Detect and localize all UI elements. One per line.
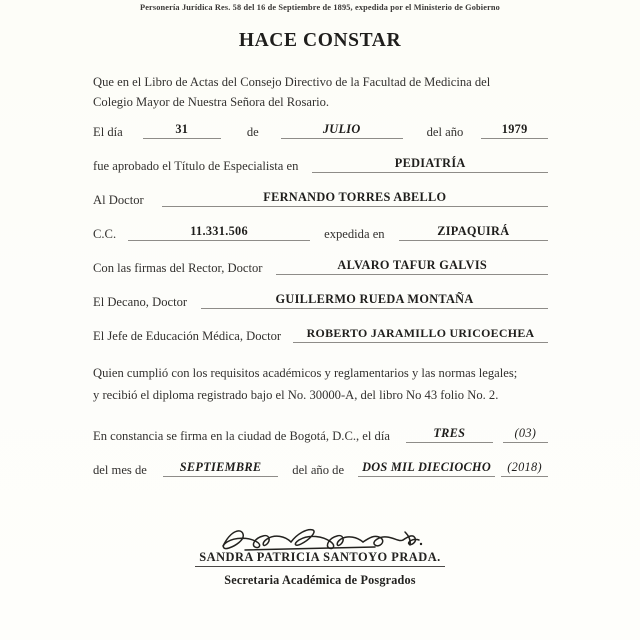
specialty-row [93,155,548,173]
closing-line-1: Quien cumplió con los requisitos académicos y reglamentarios y las normas legales; [93,366,518,380]
id-issued-field[interactable]: ZIPAQUIRÁ [399,223,548,241]
date-row-of-label: de [246,125,259,140]
doctor-row [93,189,548,207]
signatory-role: Secretaria Académica de Posgrados [224,573,416,587]
issue-date-label: En constancia se firma en la ciudad de Bogotá, D.C., el día [93,429,390,444]
id-number-field[interactable]: 11.331.506 [128,223,310,241]
doctor-name-field[interactable]: FERNANDO TORRES ABELLO [162,189,548,207]
id-label: C.C. [93,227,117,242]
intro-line-1: Que en el Libro de Actas del Consejo Directivo de la Facultad de Medicina del [93,75,491,89]
issue-year-label: del año de [292,463,345,478]
intro-line-2: Colegio Mayor de Nuestra Señora del Rosario. [93,95,330,109]
date-day-field[interactable]: 31 [143,121,221,139]
specialty-label: fue aprobado el Título de Especialista en [93,159,299,174]
issue-day-number-field[interactable]: (03) [503,425,548,443]
doctor-label: Al Doctor [93,193,144,208]
rector-row [93,257,548,275]
specialty-field[interactable]: PEDIATRÍA [312,155,548,173]
page-title: HACE CONSTAR [238,30,402,51]
legal-header-text: Personería Jurídica Res. 58 del 16 de Septiembre de 1895, expedida por el Ministerio de Gobierno [139,3,500,12]
medical-chief-row [93,325,548,343]
date-row-year-label: del año [426,125,464,140]
medical-chief-label: El Jefe de Educación Médica, Doctor [93,329,282,344]
date-row [93,121,548,139]
id-row [93,223,548,241]
medical-chief-name-field[interactable]: ROBERTO JARAMILLO URICOECHEA [293,325,548,343]
issue-month-row [93,459,548,477]
issue-date-row [93,425,548,443]
signatory-name: SANDRA PATRICIA SANTOYO PRADA. [195,550,445,567]
closing-paragraph [93,363,548,405]
dean-row [93,291,548,309]
handwritten-signature-icon [205,524,435,554]
issue-year-word-field[interactable]: DOS MIL DIECIOCHO [358,459,495,477]
date-row-day-label: El día [93,125,123,140]
issue-month-label: del mes de [93,463,147,478]
intro-paragraph [93,72,548,112]
issue-day-word-field[interactable]: TRES [406,425,493,443]
issue-month-field[interactable]: SEPTIEMBRE [163,459,278,477]
rector-label: Con las firmas del Rector, Doctor [93,261,263,276]
certificate-body [93,72,548,477]
id-issued-label: expedida en [324,227,385,242]
signature-block [0,524,640,588]
issue-year-number-field[interactable]: (2018) [501,459,548,477]
date-year-field[interactable]: 1979 [481,121,548,139]
date-month-field[interactable]: JULIO [281,121,403,139]
rector-name-field[interactable]: ALVARO TAFUR GALVIS [276,257,548,275]
dean-label: El Decano, Doctor [93,295,188,310]
closing-line-2: y recibió el diploma registrado bajo el No. 30000-A, del libro No 43 folio No. 2. [93,388,499,402]
dean-name-field[interactable]: GUILLERMO RUEDA MONTAÑA [201,291,548,309]
